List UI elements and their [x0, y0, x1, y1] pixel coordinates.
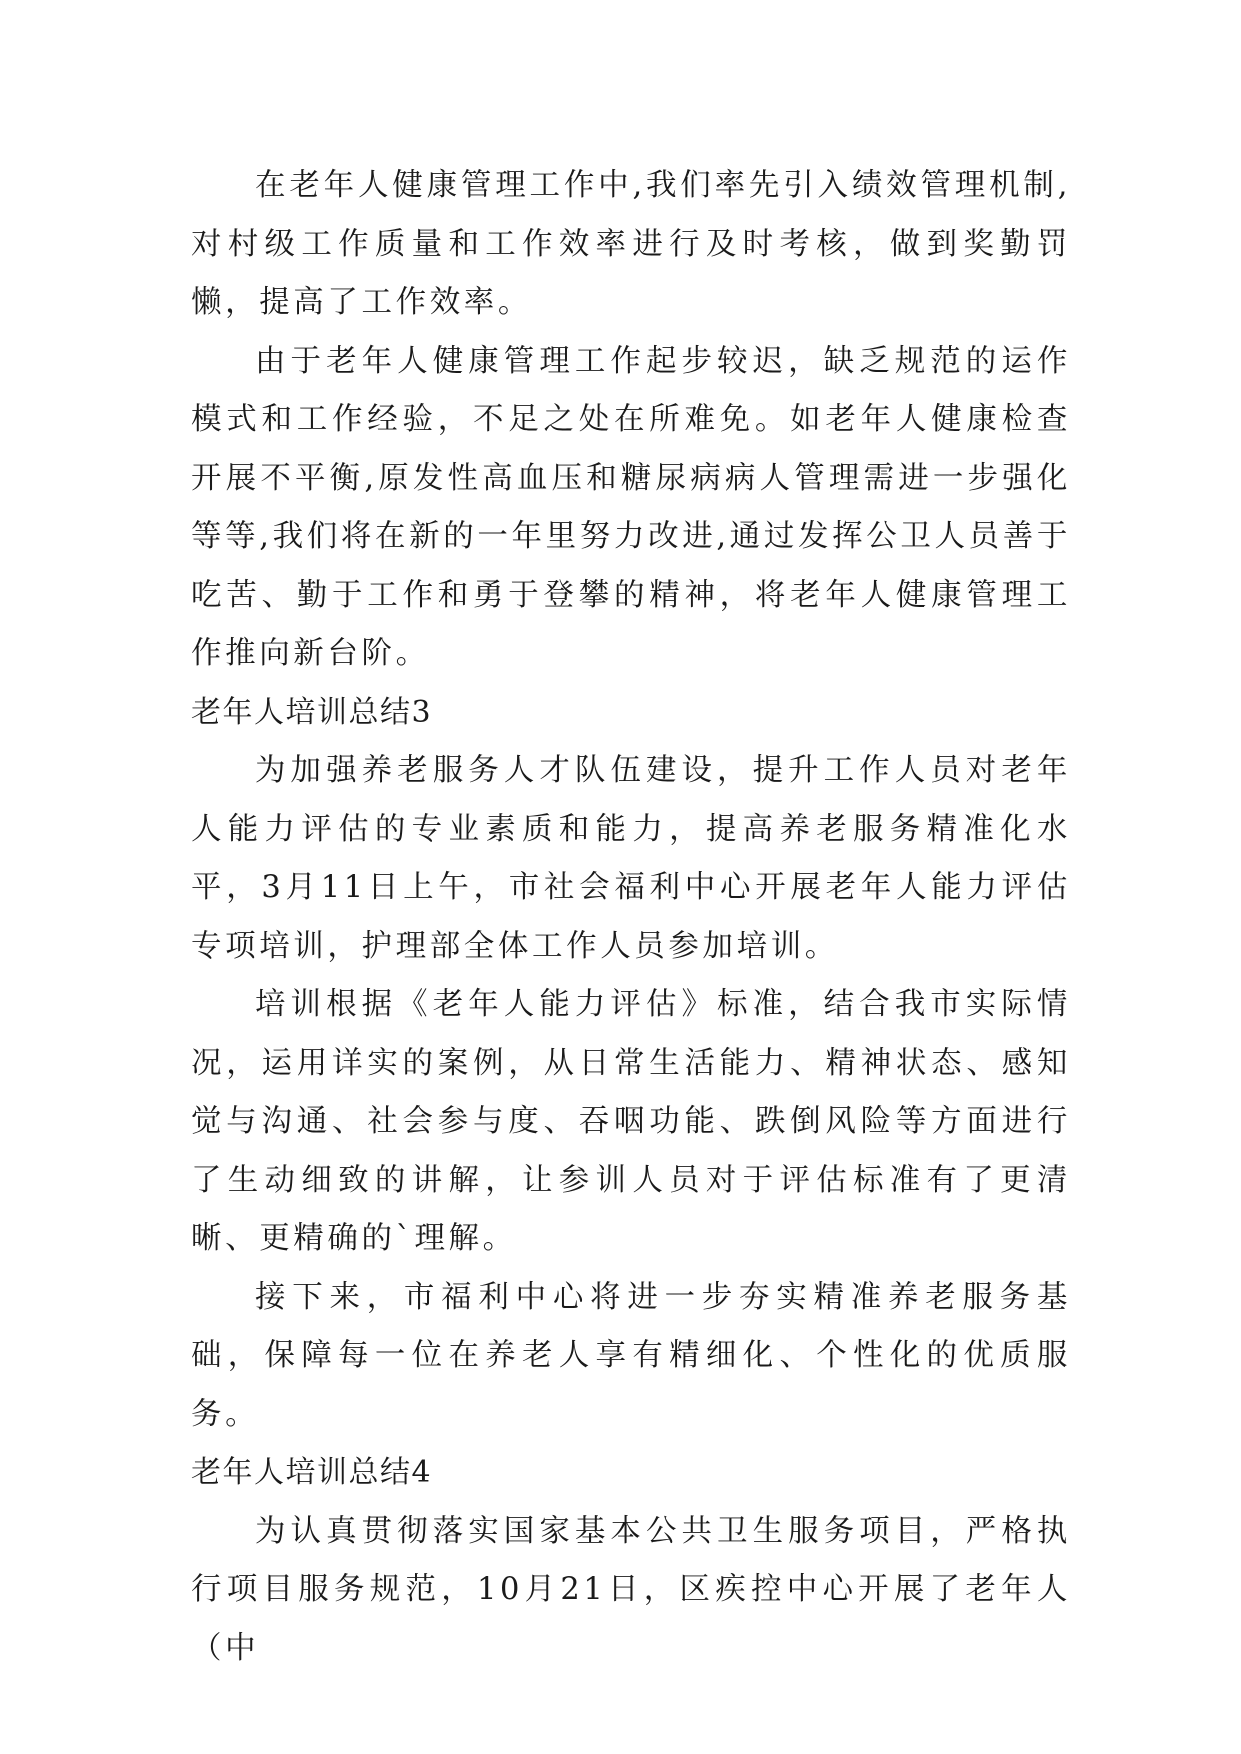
paragraph: 在老年人健康管理工作中,我们率先引入绩效管理机制,对村级工作质量和工作效率进行及时考核，做到奖勤罚懒，提高了工作效率。	[191, 168, 1071, 320]
document-body	[191, 157, 1071, 1678]
section-heading: 老年人培训总结4	[191, 1455, 433, 1490]
paragraph: 由于老年人健康管理工作起步较迟，缺乏规范的运作模式和工作经验，不足之处在所难免。如老年人健康检查开展不平衡,原发性高血压和糖尿病病人管理需进一步强化等等,我们将在新的一年里努力改进,通过发挥公卫人员善于吃苦、勤于工作和勇于登攀的精神，将老年人健康管理工作推向新台阶。	[191, 343, 1071, 671]
paragraph: 为加强养老服务人才队伍建设，提升工作人员对老年人能力评估的专业素质和能力，提高养老服务精准化水平，3月11日上午，市社会福利中心开展老年人能力评估专项培训，护理部全体工作人员参加培训。	[191, 753, 1071, 964]
paragraph: 培训根据《老年人能力评估》标准，结合我市实际情况，运用详实的案例，从日常生活能力、精神状态、感知觉与沟通、社会参与度、吞咽功能、跌倒风险等方面进行了生动细致的讲解，让参训人员对于评估标准有了更清晰、更精确的`理解。	[191, 987, 1071, 1256]
paragraph: 为认真贯彻落实国家基本公共卫生服务项目，严格执行项目服务规范，10月21日，区疾控中心开展了老年人（中	[191, 1513, 1071, 1666]
paragraph: 接下来，市福利中心将进一步夯实精准养老服务基础，保障每一位在养老人享有精细化、个性化的优质服务。	[191, 1279, 1071, 1432]
section-heading: 老年人培训总结3	[191, 694, 433, 730]
